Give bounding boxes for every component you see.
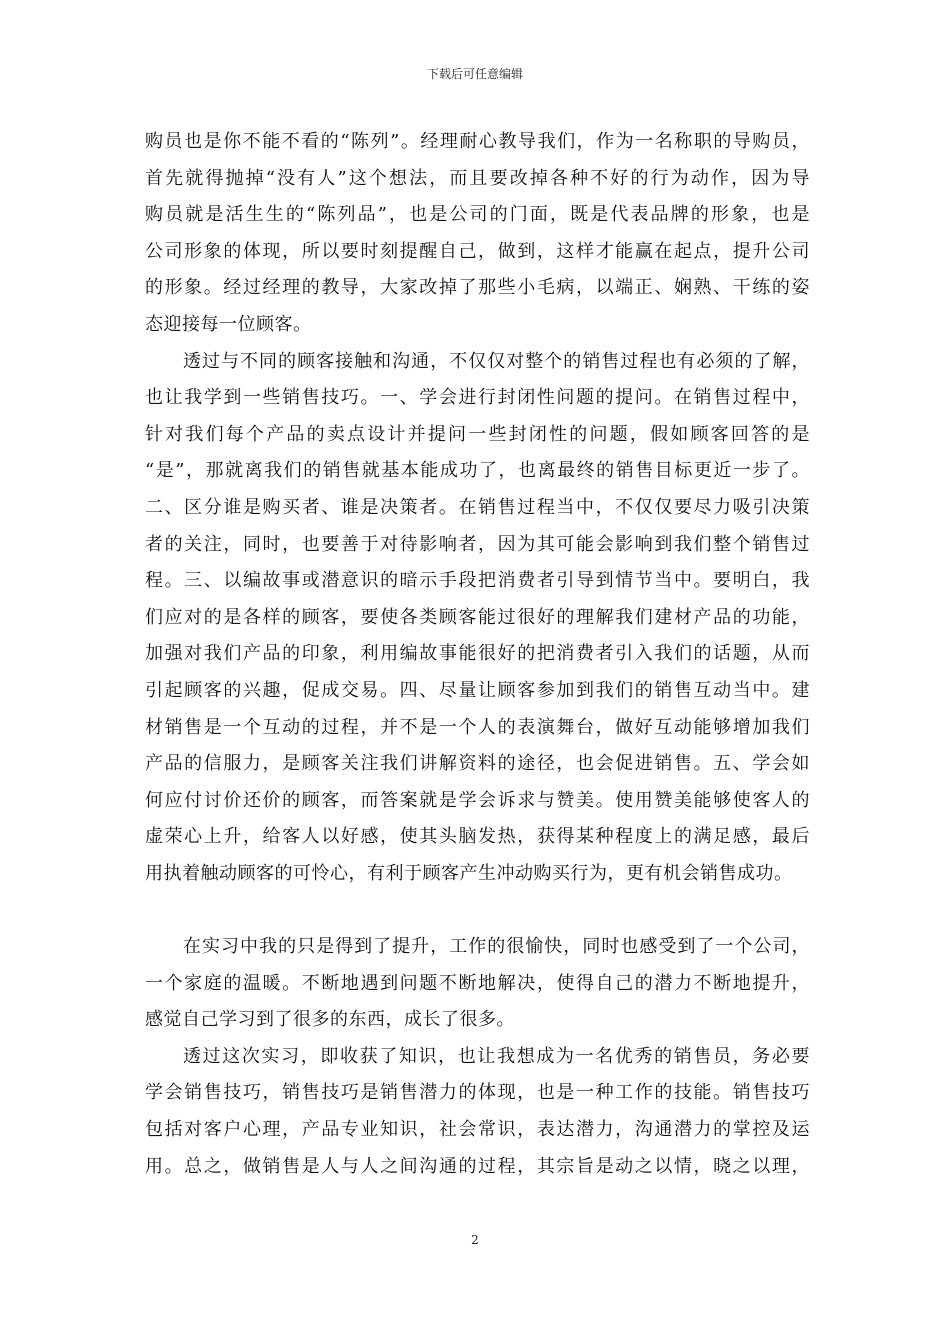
text-line: 透过与不同的顾客接触和沟通，不仅仅对整个的销售过程也有必须的了解， bbox=[183, 350, 810, 372]
text-line: 公司形象的体现，所以要时刻提醒自己，做到，这样才能赢在起点，提升公司 bbox=[145, 240, 810, 262]
text-line: 者的关注，同时，也要善于对待影响者，因为其可能会影响到我们整个销售过 bbox=[145, 533, 810, 555]
text-line: 产品的信服力，是顾客关注我们讲解资料的途径，也会促进销售。五、学会如 bbox=[145, 753, 810, 775]
text-line: 包括对客户心理，产品专业知识，社会常识，表达潜力，沟通潜力的掌控及运 bbox=[145, 1119, 810, 1141]
document-body bbox=[145, 124, 810, 1185]
text-line: 感觉自己学习到了很多的东西，成长了很多。 bbox=[145, 1009, 515, 1031]
text-line: 何应付讨价还价的顾客，而答案就是学会诉求与赞美。使用赞美能够使客人的 bbox=[145, 789, 810, 811]
page-number: 2 bbox=[471, 1233, 479, 1247]
text-line: “是”，那就离我们的销售就基本能成功了，也离最终的销售目标更近一步了。 bbox=[145, 460, 810, 482]
text-line: 的形象。经过经理的教导，大家改掉了那些小毛病，以端正、娴熟、干练的姿 bbox=[145, 277, 810, 299]
paragraph-gap bbox=[145, 892, 810, 929]
text-line: 虚荣心上升，给客人以好感，使其头脑发热，获得某种程度上的满足感，最后 bbox=[145, 826, 810, 848]
text-line: 材销售是一个互动的过程，并不是一个人的表演舞台，做好互动能够增加我们 bbox=[145, 716, 810, 738]
page-header: 下载后可任意编辑 bbox=[426, 67, 523, 81]
text-line: 用。总之，做销售是人与人之间沟通的过程，其宗旨是动之以情，晓之以理， bbox=[145, 1155, 810, 1177]
text-line: 透过这次实习，即收获了知识，也让我想成为一名优秀的销售员，务必要 bbox=[183, 1045, 810, 1067]
text-line: 引起顾客的兴趣，促成交易。四、尽量让顾客参加到我们的销售互动当中。建 bbox=[145, 679, 810, 701]
text-line: 态迎接每一位顾客。 bbox=[145, 313, 312, 335]
text-line: 们应对的是各样的顾客，要使各类顾客能过很好的理解我们建材产品的功能， bbox=[145, 606, 810, 628]
text-line: 购员就是活生生的“陈列品”，也是公司的门面，既是代表品牌的形象，也是 bbox=[145, 204, 810, 226]
text-line: 学会销售技巧，销售技巧是销售潜力的体现，也是一种工作的技能。销售技巧 bbox=[145, 1082, 810, 1104]
text-line: 针对我们每个产品的卖点设计并提问一些封闭性的问题，假如顾客回答的是 bbox=[145, 423, 810, 445]
text-line: 二、区分谁是购买者、谁是决策者。在销售过程当中，不仅仅要尽力吸引决策 bbox=[145, 496, 810, 518]
text-line: 在实习中我的只是得到了提升，工作的很愉快，同时也感受到了一个公司， bbox=[183, 936, 810, 958]
text-line: 购员也是你不能不看的“陈列”。经理耐心教导我们，作为一名称职的导购员， bbox=[145, 131, 810, 152]
text-line: 一个家庭的温暖。不断地遇到问题不断地解决，使得自己的潜力不断地提升， bbox=[145, 972, 810, 994]
text-line: 首先就得抛掉“没有人”这个想法，而且要改掉各种不好的行为动作，因为导 bbox=[145, 167, 810, 189]
text-line: 也让我学到一些销售技巧。一、学会进行封闭性问题的提问。在销售过程中， bbox=[145, 387, 810, 409]
text-line: 程。三、以编故事或潜意识的暗示手段把消费者引导到情节当中。要明白，我 bbox=[145, 570, 810, 592]
text-line: 加强对我们产品的印象，利用编故事能很好的把消费者引入我们的话题，从而 bbox=[145, 643, 810, 665]
text-line: 用执着触动顾客的可怜心，有利于顾客产生冲动购买行为，更有机会销售成功。 bbox=[145, 862, 793, 884]
